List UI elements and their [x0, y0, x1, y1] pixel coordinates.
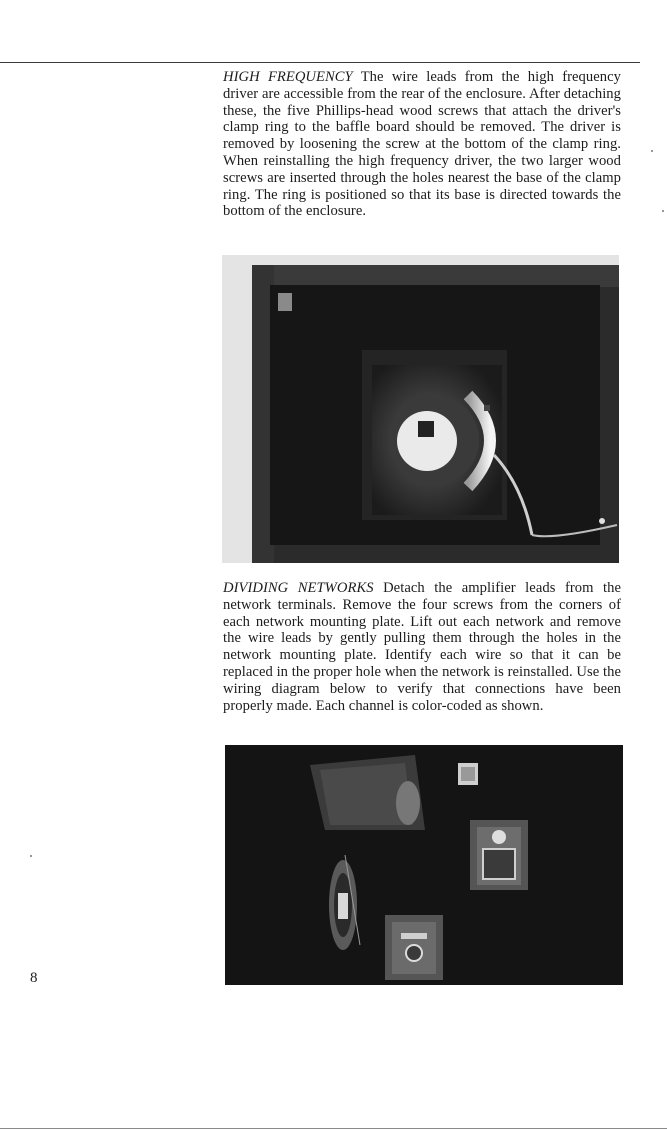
- dividing-networks-photo: [225, 745, 623, 985]
- high-frequency-paragraph: [223, 69, 621, 220]
- high-frequency-heading: HIGH FREQUENCY: [223, 69, 353, 85]
- high-frequency-body: The wire leads from the high frequency driver are accessible from the rear of the enclosure. After detaching these, the five Phillips-head wood screws that attach the driver's clamp ring to the baffle board should be removed. The driver is removed by loosening the screw at the bottom of the clamp ring. When reinstalling the high frequency driver, the two larger wood screws are inserted through the holes nearest the base of the clamp ring. The ring is positioned so that its base is directed towards the bottom of the enclosure.: [223, 69, 621, 220]
- scan-speck: [662, 210, 664, 212]
- dividing-networks-paragraph: [223, 580, 621, 714]
- footer-rule: [0, 1128, 667, 1129]
- dividing-networks-body: Detach the amplifier leads from the network terminals. Remove the four screws from the corners of each network mounting plate. Lift out each network and remove the wire leads by gently pulling them through the holes in the network mounting plate. Identify each wire so that it can be replaced in the proper hole when the network is reinstalled. Use the wiring diagram below to verify that connections have been properly made. Each channel is color-coded as shown.: [223, 580, 622, 714]
- high-frequency-driver-photo: [222, 255, 619, 563]
- scan-speck: [651, 150, 653, 152]
- page-number: 8: [30, 970, 38, 986]
- scan-speck: [30, 855, 32, 857]
- dividing-networks-illustration: [225, 745, 623, 985]
- dividing-networks-heading: DIVIDING NETWORKS: [223, 580, 374, 596]
- header-rule: [0, 62, 640, 63]
- high-frequency-driver-illustration: [222, 255, 619, 563]
